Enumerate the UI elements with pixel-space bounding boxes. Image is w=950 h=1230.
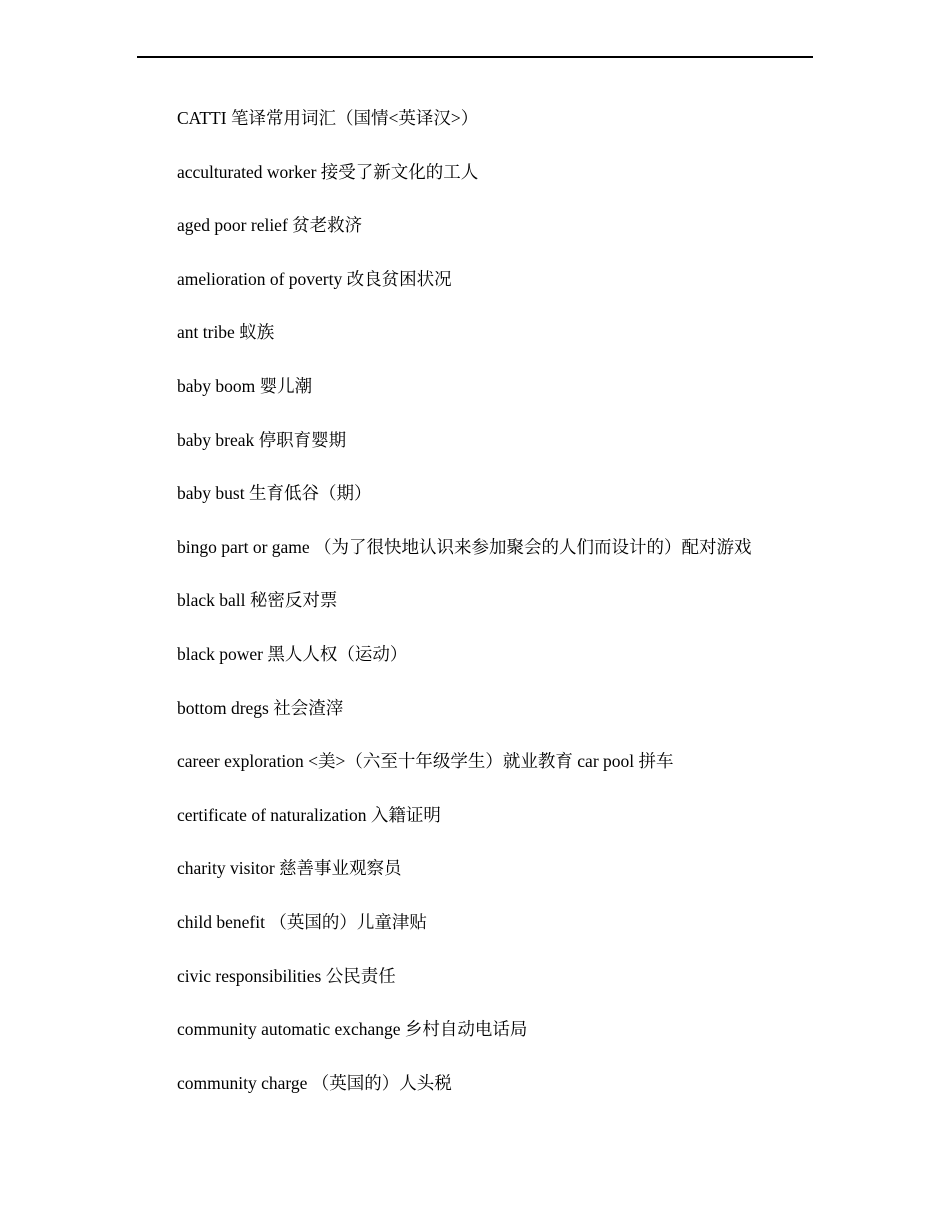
vocabulary-list <box>177 104 817 1122</box>
vocabulary-entry: civic responsibilities 公民责任 <box>177 965 396 986</box>
vocabulary-entry: community charge （英国的）人头税 <box>177 1072 452 1093</box>
vocabulary-entry: aged poor relief 贫老救济 <box>177 215 363 236</box>
vocabulary-entry: bingo part or game （为了很快地认识来参加聚会的人们而设计的）配对游戏 <box>177 536 752 557</box>
vocabulary-entry: career exploration <美>（六至十年级学生）就业教育 car pool 拼车 <box>177 751 674 772</box>
vocabulary-entry: black power 黑人人权（运动） <box>177 643 408 664</box>
vocabulary-entry: amelioration of poverty 改良贫困状况 <box>177 268 452 289</box>
document-title: CATTI 笔译常用词汇（国情<英译汉>） <box>177 108 479 128</box>
vocabulary-entry: black ball 秘密反对票 <box>177 590 338 611</box>
vocabulary-entry: child benefit （英国的）儿童津贴 <box>177 911 427 932</box>
vocabulary-entry: bottom dregs 社会渣滓 <box>177 697 344 718</box>
vocabulary-entry: charity visitor 慈善事业观察员 <box>177 858 402 879</box>
header-rule <box>137 56 813 58</box>
vocabulary-entry: acculturated worker 接受了新文化的工人 <box>177 161 479 182</box>
vocabulary-entry: baby bust 生育低谷（期） <box>177 483 372 504</box>
vocabulary-entry: baby boom 婴儿潮 <box>177 375 313 396</box>
vocabulary-entry: ant tribe 蚁族 <box>177 322 275 343</box>
vocabulary-entry: community automatic exchange 乡村自动电话局 <box>177 1019 528 1040</box>
vocabulary-entry: certificate of naturalization 入籍证明 <box>177 804 441 825</box>
vocabulary-entry: baby break 停职育婴期 <box>177 429 347 450</box>
